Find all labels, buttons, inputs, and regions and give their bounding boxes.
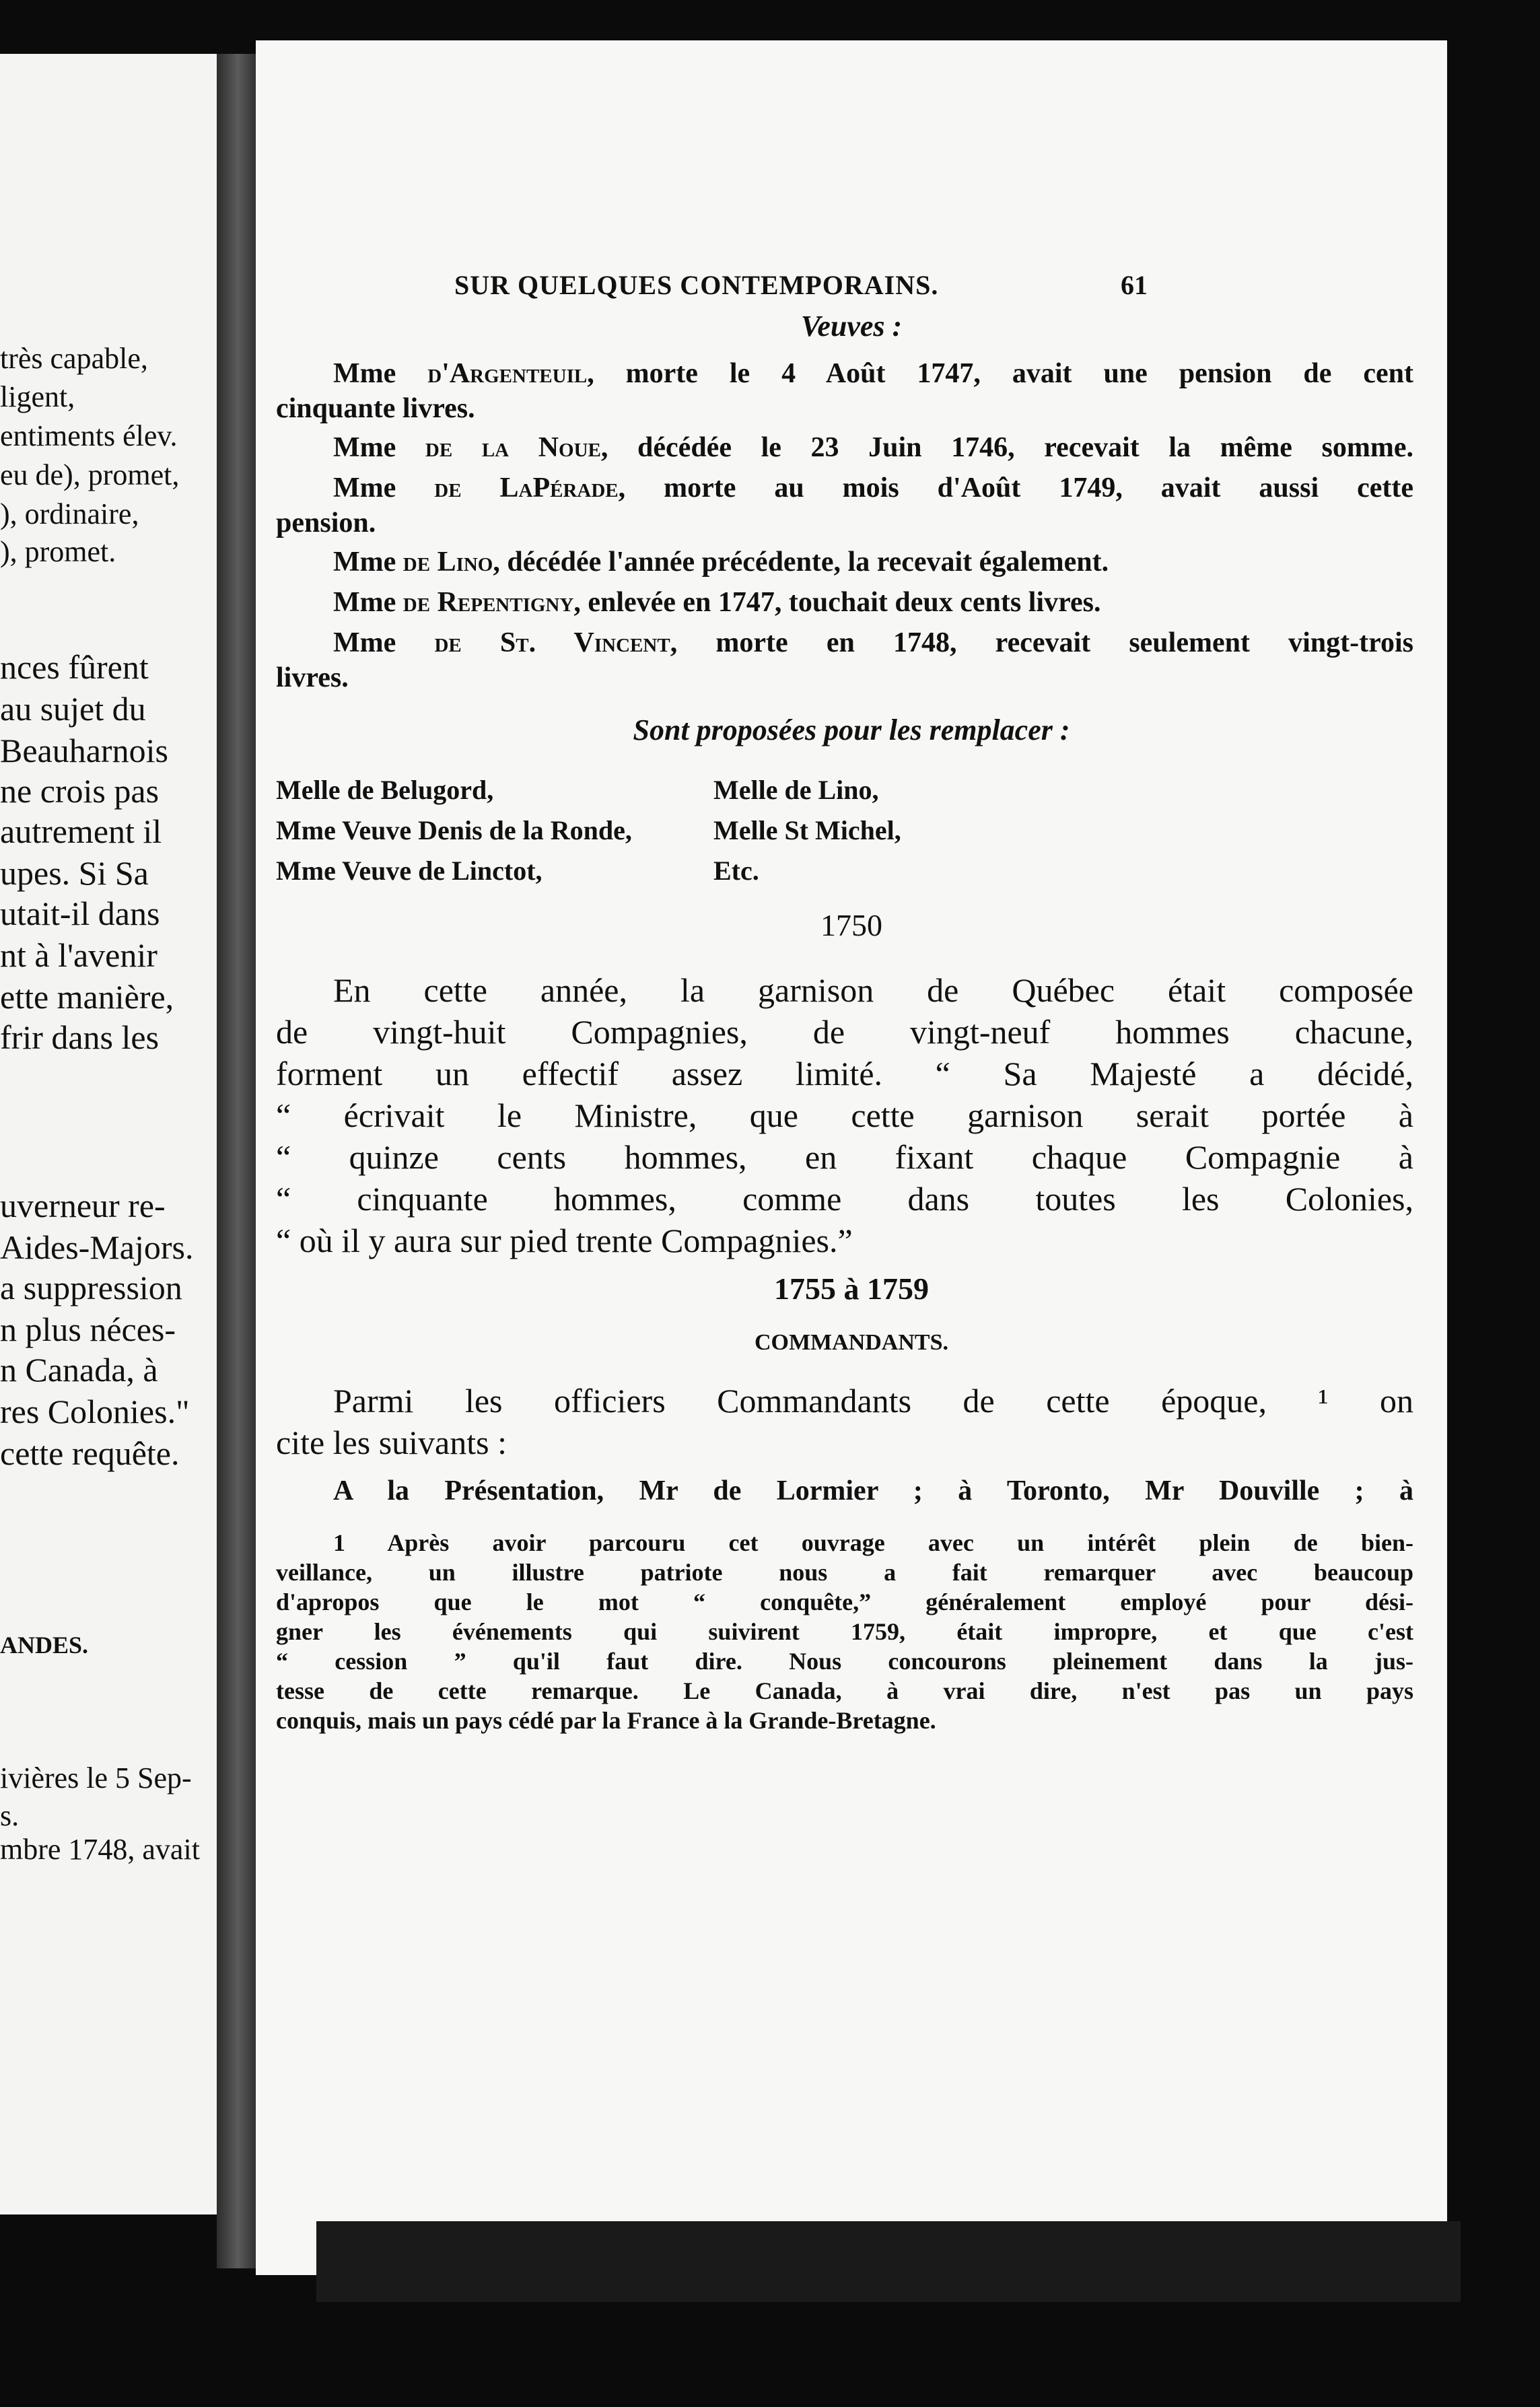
candidate-name: Melle St Michel,	[713, 815, 901, 845]
left-text-line: au sujet du	[0, 690, 146, 728]
veuve-entry: Mme de la Noue, décédée le 23 Juin 1746, recevait la même somme.	[333, 432, 1413, 463]
footnote-line: “ cession ” qu'il faut dire. Nous concourons pleinement dans la jus-	[276, 1648, 1413, 1675]
body-line: “ écrivait le Ministre, que cette garnison serait portée à	[276, 1096, 1413, 1134]
footnote-line: tesse de cette remarque. Le Canada, à vrai dire, n'est pas un pays	[276, 1677, 1413, 1704]
left-text-line: eu de), promet,	[0, 458, 180, 491]
footnote-line: gner les événements qui suivirent 1759, était impropre, et que c'est	[276, 1618, 1413, 1645]
left-text-line: ANDES.	[0, 1632, 89, 1659]
veuve-entry-cont: pension.	[276, 508, 376, 538]
candidate-name: Melle de Belugord,	[276, 775, 494, 805]
footnote-line: d'apropos que le mot “ conquête,” généralement employé pour dési-	[276, 1589, 1413, 1615]
veuve-entry: Mme de Lino, décédée l'année précédente, la recevait également.	[333, 547, 1109, 578]
right-page	[256, 40, 1447, 2275]
veuve-entry-cont: livres.	[276, 662, 349, 693]
veuve-entry: Mme de Repentigny, enlevée en 1747, touchait deux cents livres.	[333, 587, 1101, 618]
body-line: Parmi les officiers Commandants de cette époque, ¹ on	[333, 1382, 1413, 1420]
body-line: forment un effectif assez limité. “ Sa Majesté a décidé,	[276, 1055, 1413, 1092]
left-text-line: ne crois pas	[0, 772, 160, 810]
footnote-line: veillance, un illustre patriote nous a fait remarquer avec beaucoup	[276, 1559, 1413, 1586]
candidate-name: Mme Veuve de Linctot,	[276, 856, 542, 886]
year-heading-1755: 1755 à 1759	[774, 1271, 929, 1306]
left-text-line: nt à l'avenir	[0, 936, 158, 974]
candidate-name: Melle de Lino,	[713, 775, 879, 805]
year-heading-1750: 1750	[820, 908, 882, 942]
body-line: “ quinze cents hommes, en fixant chaque Compagnie à	[276, 1138, 1413, 1176]
left-text-line: autrement il	[0, 812, 162, 850]
left-text-line: s.	[0, 1799, 20, 1832]
left-text-line: ), ordinaire,	[0, 497, 139, 530]
left-text-line: utait-il dans	[0, 895, 160, 932]
left-text-line: ette manière,	[0, 978, 174, 1016]
running-header: SUR QUELQUES CONTEMPORAINS.	[454, 270, 939, 300]
body-line: En cette année, la garnison de Québec était composée	[333, 971, 1413, 1009]
left-text-line: a suppression	[0, 1269, 182, 1306]
remplacer-heading: Sont proposées pour les remplacer :	[633, 713, 1070, 746]
left-text-line: n Canada, à	[0, 1351, 158, 1389]
left-text-line: uverneur re-	[0, 1187, 166, 1224]
left-text-line: ligent,	[0, 380, 75, 413]
left-text-line: nces fûrent	[0, 648, 149, 686]
body-line: de vingt-huit Compagnies, de vingt-neuf hommes chacune,	[276, 1013, 1413, 1051]
body-line: “ où il y aura sur pied trente Compagnies.”	[276, 1222, 853, 1259]
left-text-line: très capable,	[0, 342, 148, 375]
veuves-heading: Veuves :	[800, 310, 903, 343]
left-text-line: n plus néces-	[0, 1311, 176, 1348]
left-text-line: frir dans les	[0, 1018, 160, 1056]
veuve-entry: Mme d'Argenteuil, morte le 4 Août 1747, avait une pension de cent	[333, 358, 1414, 389]
left-text-line: Beauharnois	[0, 732, 168, 769]
veuve-entry-cont: cinquante livres.	[276, 393, 475, 424]
scan-border	[316, 2221, 1461, 2302]
page-number: 61	[1121, 270, 1148, 300]
commandants-heading: COMMANDANTS.	[754, 1330, 949, 1355]
candidate-name: Mme Veuve Denis de la Ronde,	[276, 815, 632, 845]
candidate-name: Etc.	[713, 856, 759, 886]
body-line: “ cinquante hommes, comme dans toutes les Colonies,	[276, 1180, 1413, 1218]
footnote-line: 1 Après avoir parcouru cet ouvrage avec un intérêt plein de bien-	[333, 1529, 1413, 1556]
left-text-line: Aides-Majors.	[0, 1228, 194, 1266]
left-text-line: res Colonies."	[0, 1393, 190, 1430]
veuve-entry: Mme de St. Vincent, morte en 1748, recevait seulement vingt-trois	[333, 627, 1414, 658]
body-line: cite les suivants :	[276, 1424, 507, 1461]
veuve-entry: Mme de LaPérade, morte au mois d'Août 1749, avait aussi cette	[333, 473, 1414, 503]
left-text-line: mbre 1748, avait	[0, 1833, 200, 1866]
footnote-line: conquis, mais un pays cédé par la France à la Grande-Bretagne.	[276, 1707, 936, 1734]
left-text-line: ), promet.	[0, 535, 116, 568]
left-text-line: entiments élev.	[0, 419, 178, 452]
left-text-line: ivières le 5 Sep-	[0, 1761, 192, 1794]
left-text-line: upes. Si Sa	[0, 854, 149, 892]
body-line: A la Présentation, Mr de Lormier ; à Toronto, Mr Douville ; à	[333, 1475, 1413, 1506]
left-text-line: cette requête.	[0, 1434, 180, 1472]
